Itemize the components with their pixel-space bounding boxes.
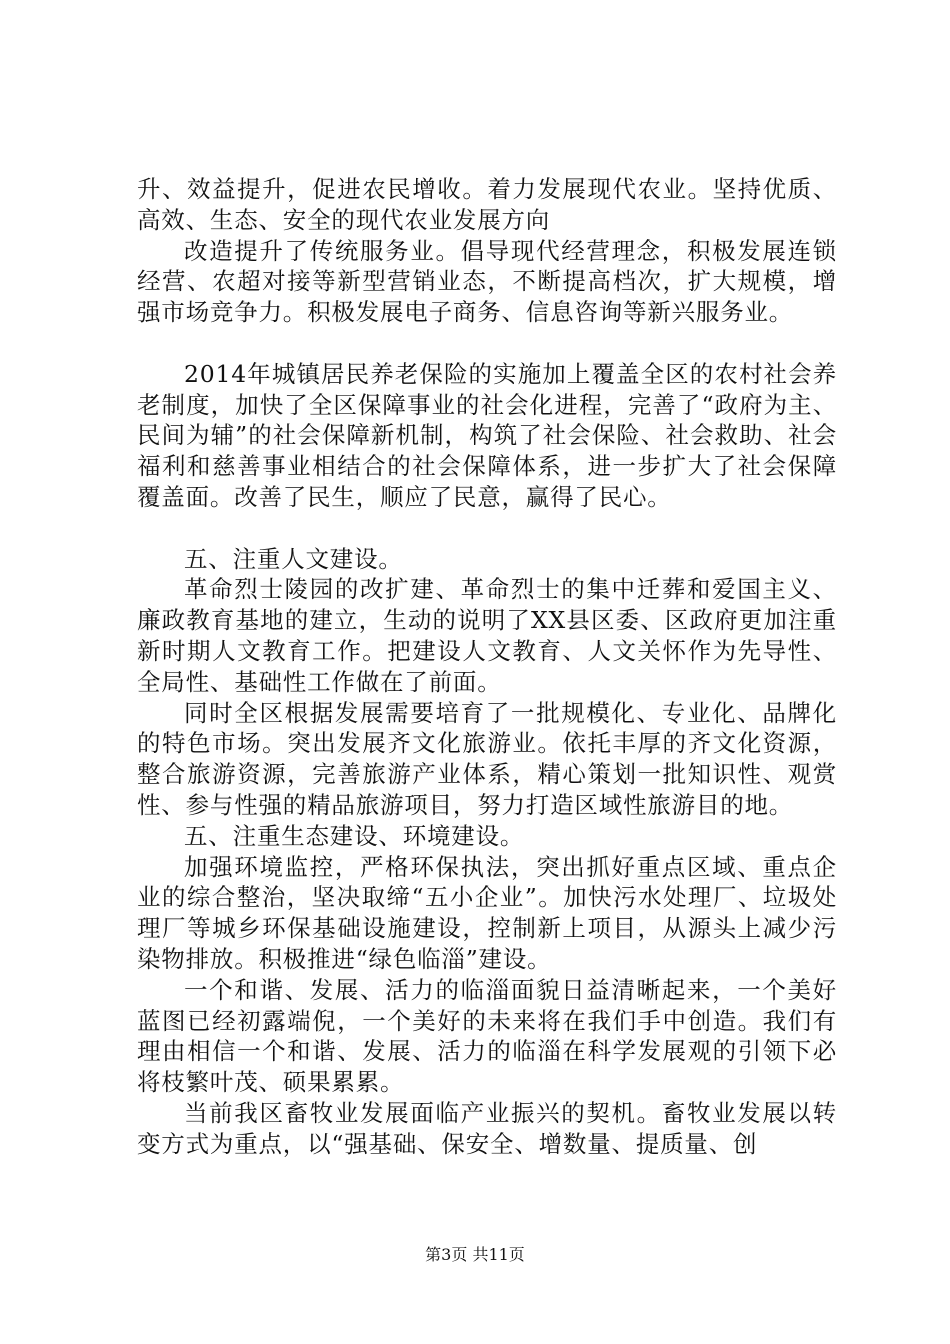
paragraph-livestock: 当前我区畜牧业发展面临产业振兴的契机。畜牧业发展以转变方式为重点，以“强基础、保安全、增数量、提质量、创 <box>137 1098 837 1158</box>
section-heading-ecology: 五、注重生态建设、环境建设。 <box>184 821 525 850</box>
document-body <box>137 174 837 1160</box>
paragraph-tourism: 同时全区根据发展需要培育了一批规模化、专业化、品牌化的特色市场。突出发展齐文化旅游业。依托丰厚的齐文化资源，整合旅游资源，完善旅游产业体系，精心策划一批知识性、观赏性、参与性强的精品旅游项目，努力打造区域性旅游目的地。 <box>137 698 837 819</box>
paragraph-spacer <box>137 328 837 359</box>
paragraph-continuation: 升、效益提升，促进农民增收。着力发展现代农业。坚持优质、高效、生态、安全的现代农业发展方向 <box>137 175 837 234</box>
page-number: 第3页 共11页 <box>425 1245 525 1264</box>
paragraph-martyrs-cemetery: 革命烈士陵园的改扩建、革命烈士的集中迁葬和爱国主义、廉政教育基地的建立，生动的说明了XX县区委、区政府更加注重新时期人文教育工作。把建设人文教育、人文关怀作为先导性、全局性、基础性工作做在了前面。 <box>137 575 837 696</box>
paragraph-service-industry: 改造提升了传统服务业。倡导现代经营理念，积极发展连锁经营、农超对接等新型营销业态，不断提高档次，扩大规模，增强市场竞争力。积极发展电子商务、信息咨询等新兴服务业。 <box>137 236 837 327</box>
section-heading-humanities: 五、注重人文建设。 <box>184 544 403 573</box>
paragraph-environment: 加强环境监控，严格环保执法，突出抓好重点区域、重点企业的综合整治，坚决取缔“五小企业”。加快污水处理厂、垃圾处理厂等城乡环保基础设施建设，控制新上项目，从源头上减少污染物排放。积极推进“绿色临淄”建设。 <box>137 852 837 973</box>
paragraph-vision: 一个和谐、发展、活力的临淄面貌日益清晰起来，一个美好蓝图已经初露端倪，一个美好的未来将在我们手中创造。我们有理由相信一个和谐、发展、活力的临淄在科学发展观的引领下必将枝繁叶茂、硕果累累。 <box>137 975 837 1097</box>
paragraph-spacer <box>137 513 837 544</box>
paragraph-social-security: 2014年城镇居民养老保险的实施加上覆盖全区的农村社会养老制度，加快了全区保障事业的社会化进程，完善了“政府为主、民间为辅”的社会保障新机制，构筑了社会保险、社会救助、社会福利和慈善事业相结合的社会保障体系，进一步扩大了社会保障覆盖面。改善了民生，顺应了民意，赢得了民心。 <box>137 359 837 511</box>
